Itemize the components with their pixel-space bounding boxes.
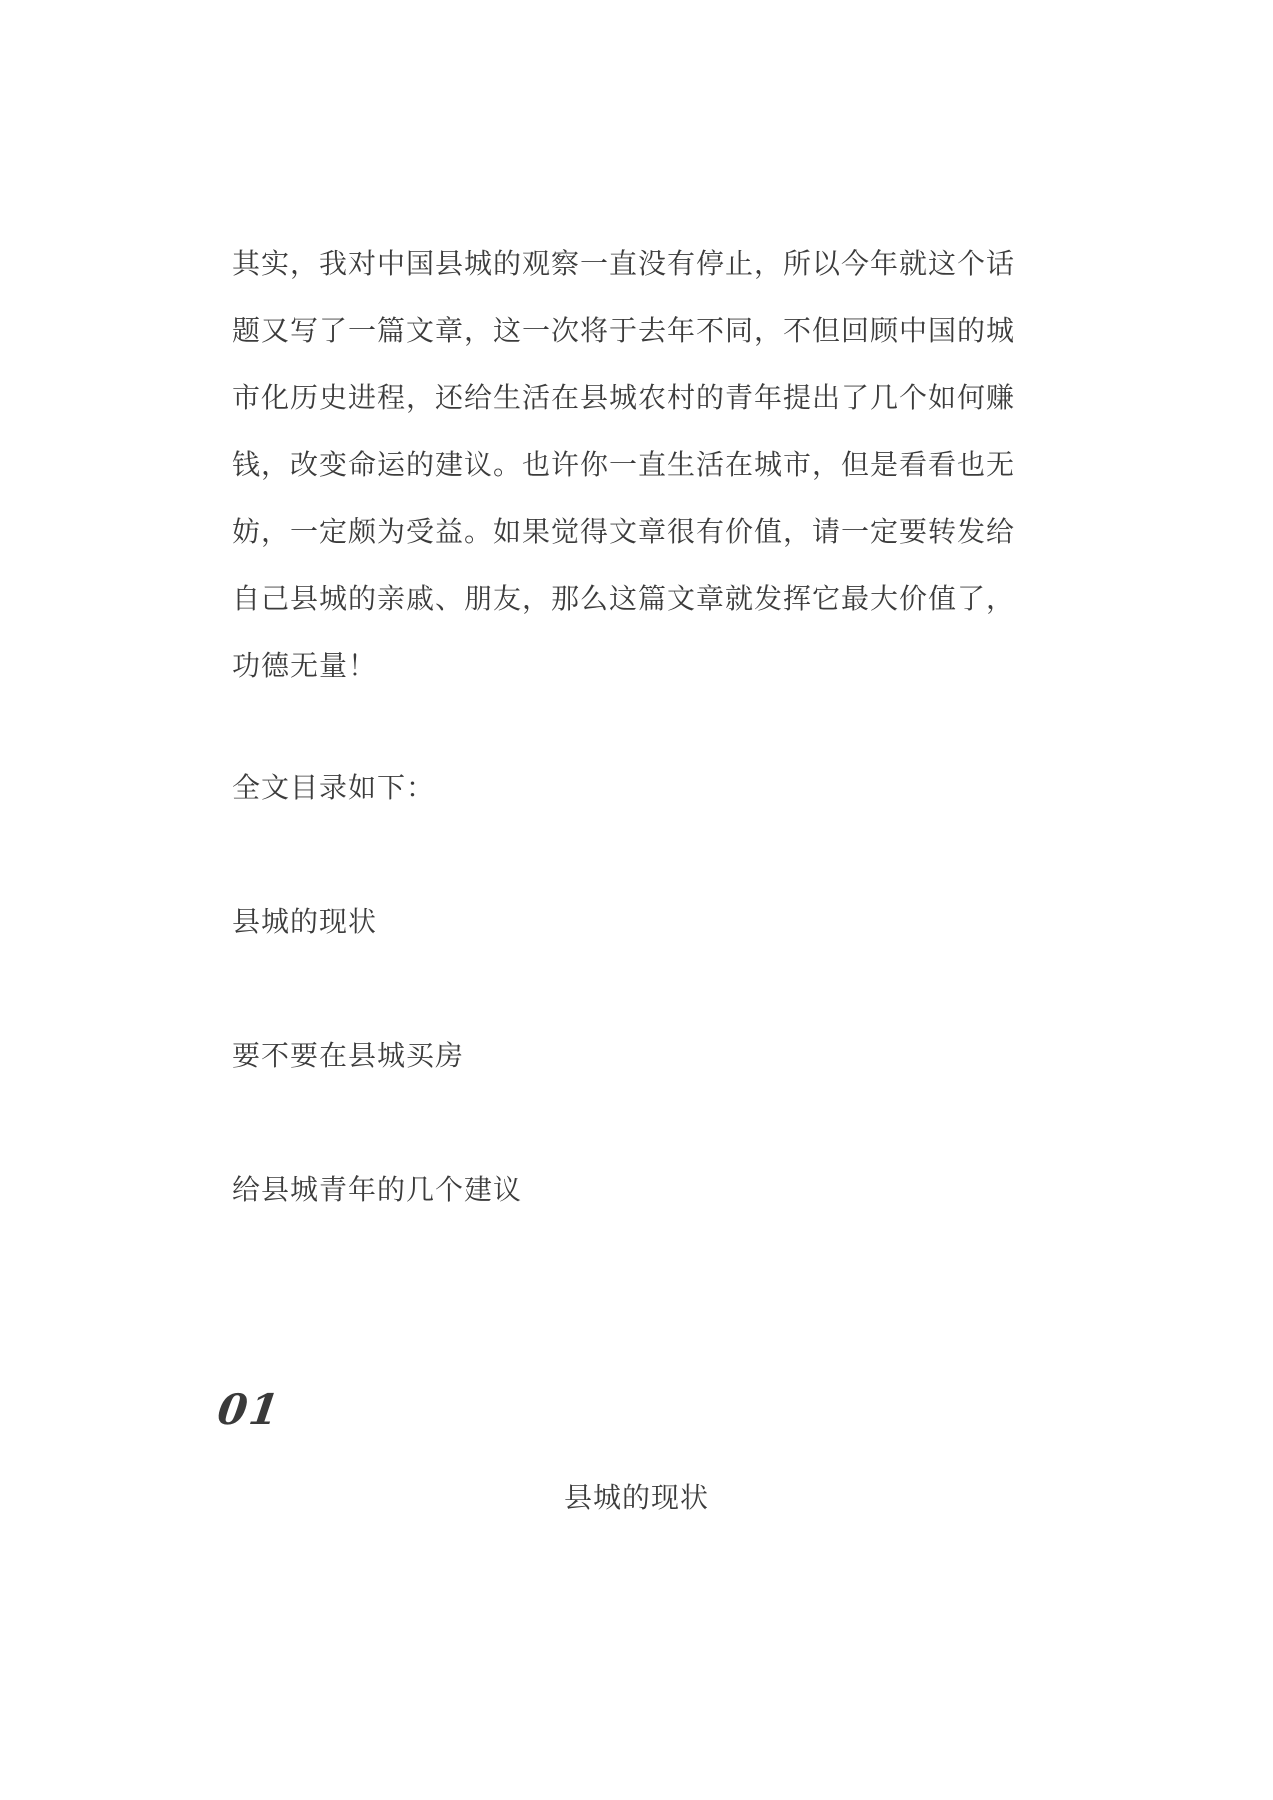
intro-line: 妨，一定颇为受益。如果觉得文章很有价值，请一定要转发给 (232, 515, 1016, 548)
intro-line: 钱，改变命运的建议。也许你一直生活在城市，但是看看也无 (232, 448, 1016, 481)
section-title: 县城的现状 (563, 1481, 709, 1514)
intro-line: 题又写了一篇文章，这一次将于去年不同，不但回顾中国的城 (232, 314, 1016, 347)
intro-paragraph (232, 230, 1052, 699)
section-number: 01 (214, 1385, 284, 1434)
intro-line: 其实，我对中国县城的观察一直没有停止，所以今年就这个话 (232, 247, 1016, 280)
toc-item: 给县城青年的几个建议 (232, 1173, 523, 1206)
intro-line: 功德无量！ (232, 649, 378, 682)
toc-heading: 全文目录如下： (232, 771, 436, 804)
toc-item: 要不要在县城买房 (232, 1039, 465, 1072)
toc-item: 县城的现状 (232, 905, 378, 938)
intro-line: 市化历史进程，还给生活在县城农村的青年提出了几个如何赚 (232, 381, 1016, 414)
intro-line: 自己县城的亲戚、朋友，那么这篇文章就发挥它最大价值了， (232, 582, 1016, 615)
